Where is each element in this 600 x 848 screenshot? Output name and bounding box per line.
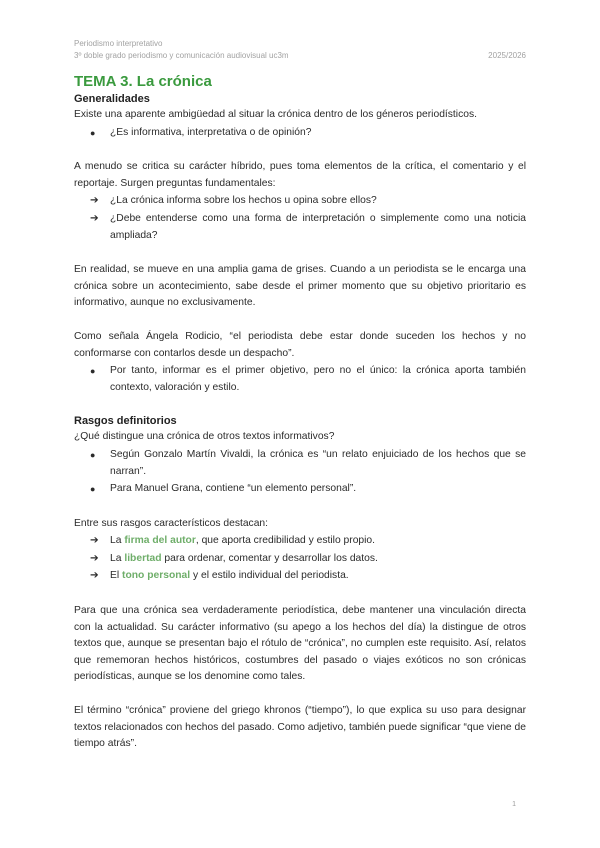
page-title: TEMA 3. La crónica <box>74 73 212 90</box>
list-item: ● Para Manuel Grana, contiene “un elemento personal”. <box>74 481 526 498</box>
degree-name: 3º doble grado periodismo y comunicación audiovisual uc3m <box>74 51 289 60</box>
paragraph: ¿Qué distingue una crónica de otros textos informativos? <box>74 431 335 443</box>
highlight-term: firma del autor <box>124 535 196 547</box>
list-item: ● Según Gonzalo Martín Vivaldi, la crónica es “un relato enjuiciado de los hechos que se narran”. <box>90 448 526 477</box>
arrow-icon: ➔ <box>90 552 99 564</box>
section-heading-generalidades: Generalidades <box>74 93 150 105</box>
bullet-icon: ● <box>90 484 96 495</box>
bullet-icon: ● <box>90 449 96 460</box>
list-item: ● Por tanto, informar es el primer objetivo, pero no el único: la crónica aporta también contexto, valoración y estilo. <box>90 365 526 393</box>
arrow-icon: ➔ <box>90 570 99 582</box>
highlight-term: libertad <box>124 552 162 564</box>
arrow-icon: ➔ <box>90 535 99 547</box>
page-header <box>74 38 526 62</box>
list-item: ● ¿Es informativa, interpretativa o de opinión? <box>74 125 526 142</box>
paragraph: A menudo se critica su carácter híbrido, pues toma elementos de la crítica, el comentario y el reportaje. Surgen preguntas fundamentales: <box>74 161 526 189</box>
arrow-icon: ➔ <box>90 195 99 207</box>
highlight-term: tono personal <box>122 570 191 582</box>
arrow-icon: ➔ <box>90 212 99 224</box>
paragraph: El término “crónica” proviene del griego khronos (“tiempo”), lo que explica su uso para designar textos relacionados con hechos del pasado. Como adjetivo, también puede significar “que viene de tiempo atrás”. <box>74 705 526 750</box>
page-number: 1 <box>512 801 516 808</box>
section-heading-rasgos: Rasgos definitorios <box>74 415 177 428</box>
bullet-icon: ● <box>90 366 96 377</box>
course-name: Periodismo interpretativo <box>74 39 163 48</box>
list-item: ➔ La firma del autor, que aporta credibilidad y estilo propio. <box>74 533 526 550</box>
paragraph: En realidad, se mueve en una amplia gama de grises. Cuando a un periodista se le encarga una crónica sobre un acontecimiento, sabe desde el primer momento que su objetivo prioritario es informativo, aunque no exclusivamente. <box>74 264 526 309</box>
list-item: ➔ ¿La crónica informa sobre los hechos u opina sobre ellos? <box>74 193 526 210</box>
page-content <box>74 72 526 753</box>
bullet-icon: ● <box>90 127 96 138</box>
list-item: ➔ ¿Debe entenderse como una forma de interpretación o simplemente como una noticia ampliada? <box>90 212 526 241</box>
list-item: ➔ La libertad para ordenar, comentar y desarrollar los datos. <box>74 551 526 568</box>
list-item: ➔ El tono personal y el estilo individual del periodista. <box>74 568 526 585</box>
paragraph: Entre sus rasgos característicos destacan: <box>74 517 269 529</box>
paragraph: Para que una crónica sea verdaderamente periodística, debe mantener una vinculación directa con la actualidad. Su carácter informativo (su apego a los hechos del día) la distingue de otros textos que, aunque se presentan bajo el rótulo de “crónica”, no cumplen este requisito. Así, relatos que rememoran hechos históricos, costumbres del pasado o viajes exóticos no son crónicas periodísticas, aunque se los denomine como tales. <box>74 605 526 683</box>
paragraph: Existe una aparente ambigüedad al situar la crónica dentro de los géneros periodísticos. <box>74 109 477 120</box>
academic-year: 2025/2026 <box>488 51 526 60</box>
paragraph: Como señala Ángela Rodicio, “el periodista debe estar donde suceden los hechos y no conformarse con contarlos desde un despacho”. <box>74 330 526 359</box>
